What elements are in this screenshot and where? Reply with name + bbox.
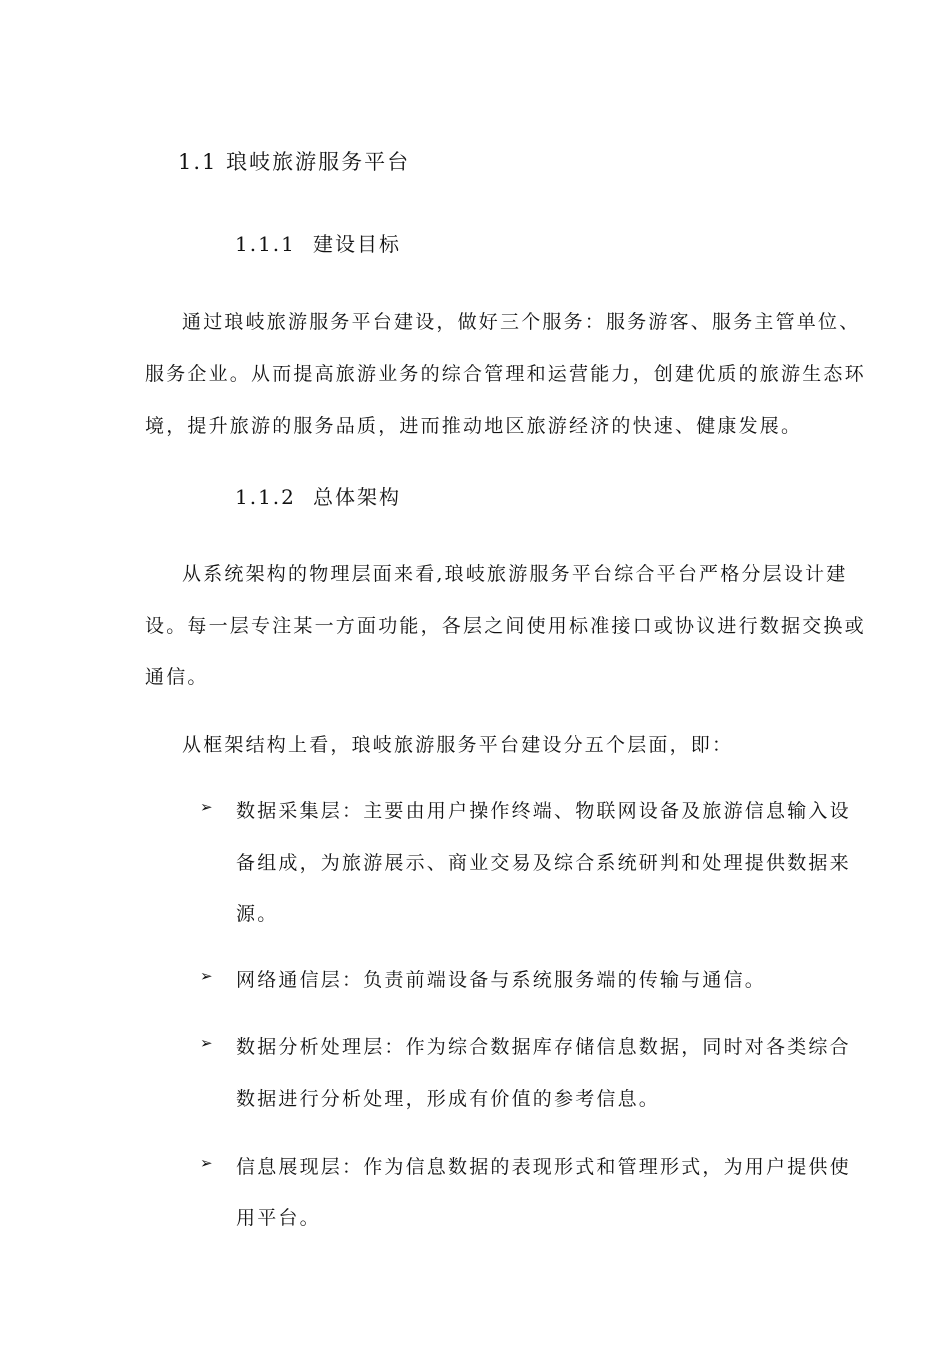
section-number: 1.1.1 <box>235 232 296 256</box>
paragraph-line: 通过琅岐旅游服务平台建设，做好三个服务：服务游客、服务主管单位、 <box>182 311 861 333</box>
section-title: 建设目标 <box>313 232 401 256</box>
bullet-arrow-icon: ➢ <box>200 1034 213 1052</box>
bullet-line: 网络通信层：负责前端设备与系统服务端的传输与通信。 <box>236 969 767 991</box>
paragraph-line: 设。每一层专注某一方面功能，各层之间使用标准接口或协议进行数据交换或 <box>145 615 866 637</box>
paragraph-line: 从框架结构上看，琅岐旅游服务平台建设分五个层面，即： <box>182 734 734 756</box>
paragraph-line: 从系统架构的物理层面来看,琅岐旅游服务平台综合平台严格分层设计建 <box>182 563 848 585</box>
section-number: 1.1.2 <box>235 485 296 509</box>
section-title: 总体架构 <box>313 485 401 509</box>
bullet-line: 源。 <box>236 903 279 925</box>
bullet-arrow-icon: ➢ <box>200 967 213 985</box>
paragraph-line: 境，提升旅游的服务品质，进而推动地区旅游经济的快速、健康发展。 <box>145 415 803 437</box>
paragraph-line: 服务企业。从而提高旅游业务的综合管理和运营能力，创建优质的旅游生态环 <box>145 363 866 385</box>
bullet-arrow-icon: ➢ <box>200 798 213 816</box>
bullet-arrow-icon: ➢ <box>200 1154 213 1172</box>
paragraph-line: 通信。 <box>145 666 209 688</box>
bullet-line: 备组成，为旅游展示、商业交易及综合系统研判和处理提供数据来 <box>236 852 851 874</box>
bullet-line: 数据进行分析处理，形成有价值的参考信息。 <box>236 1088 661 1110</box>
heading-1-1-1 <box>235 228 401 257</box>
bullet-line: 用平台。 <box>236 1207 321 1229</box>
heading-1: 1.1 琅岐旅游服务平台 <box>178 150 411 174</box>
heading-1-1-2 <box>235 481 401 510</box>
bullet-line: 信息展现层：作为信息数据的表现形式和管理形式，为用户提供使 <box>236 1156 851 1178</box>
bullet-line: 数据分析处理层：作为综合数据库存储信息数据，同时对各类综合 <box>236 1036 851 1058</box>
bullet-line: 数据采集层：主要由用户操作终端、物联网设备及旅游信息输入设 <box>236 800 851 822</box>
